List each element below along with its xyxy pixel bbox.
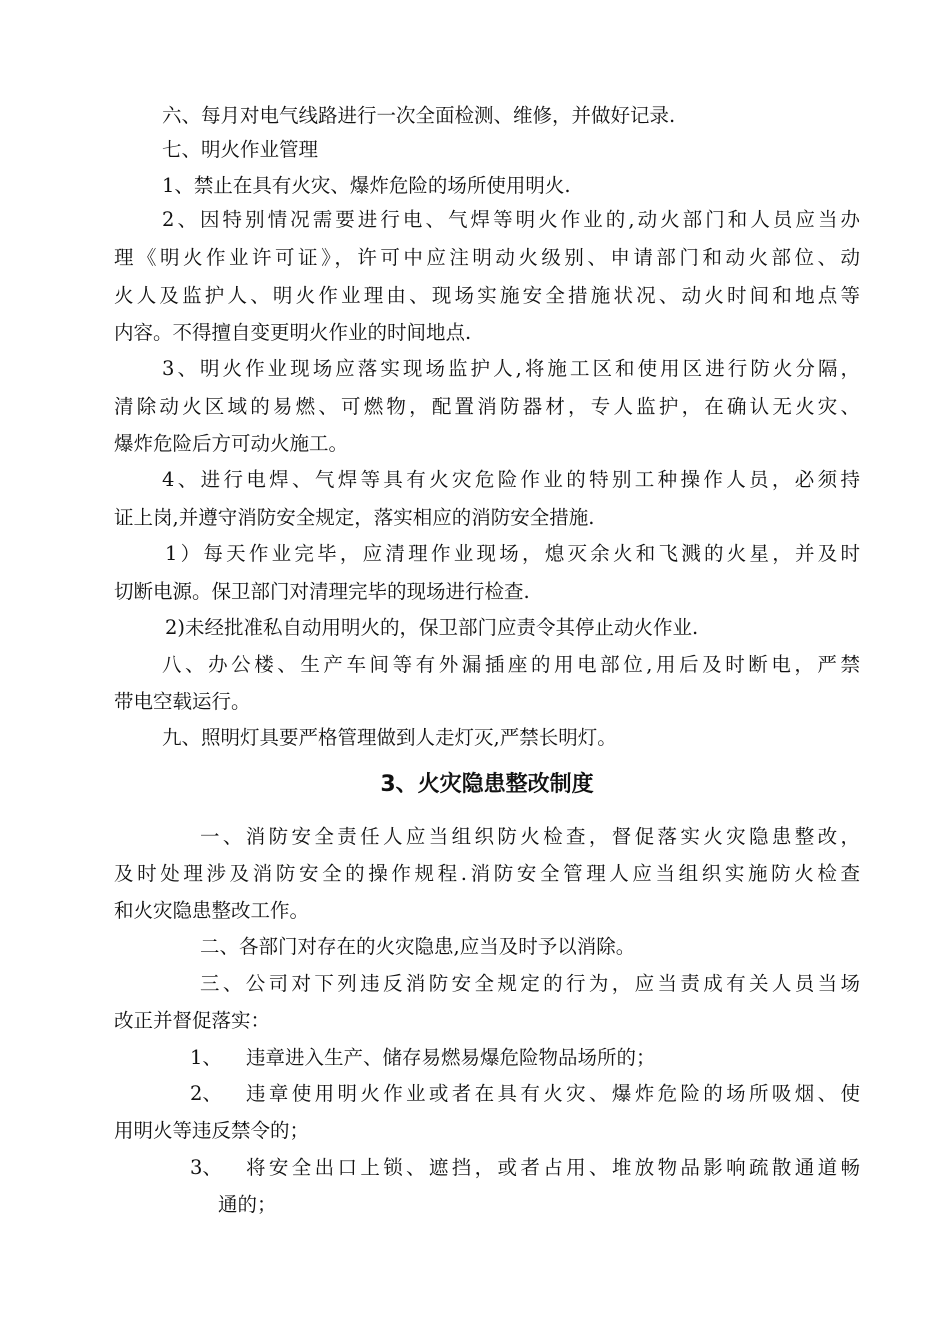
paragraph-line: 带电空载运行。 xyxy=(114,690,251,713)
paragraph-line: 2)未经批准私自动用明火的，保卫部门应责令其停止动火作业. xyxy=(165,616,699,639)
section-paragraph-line: 和火灾隐患整改工作。 xyxy=(114,899,310,922)
paragraph-line: 六、每月对电气线路进行一次全面检测、维修，并做好记录. xyxy=(162,104,676,127)
paragraph-line: 九、照明灯具要严格管理做到人走灯灭,严禁长明灯。 xyxy=(162,726,617,749)
list-item-line: 将安全出口上锁、遮挡，或者占用、堆放物品影响疏散通道畅 xyxy=(246,1156,860,1179)
list-item-line: 违章使用明火作业或者在具有火灾、爆炸危险的场所吸烟、使 xyxy=(246,1082,860,1105)
list-item-number: 3、 xyxy=(190,1156,222,1179)
paragraph-line: 内容。不得擅自变更明火作业的时间地点. xyxy=(114,321,472,344)
section-paragraph-line: 及时处理涉及消防安全的操作规程.消防安全管理人应当组织实施防火检查 xyxy=(114,862,860,885)
paragraph-line: 2、因特别情况需要进行电、气焊等明火作业的,动火部门和人员应当办 xyxy=(162,208,860,231)
paragraph-line: 1）每天作业完毕，应清理作业现场，熄灭余火和飞溅的火星，并及时 xyxy=(165,542,860,565)
paragraph-line: 七、明火作业管理 xyxy=(162,138,319,161)
paragraph-line: 1、禁止在具有火灾、爆炸危险的场所使用明火. xyxy=(162,174,571,197)
paragraph-line: 理《明火作业许可证》，许可中应注明动火级别、申请部门和动火部位、动 xyxy=(114,246,860,269)
paragraph-line: 清除动火区域的易燃、可燃物，配置消防器材，专人监护，在确认无火灾、 xyxy=(114,395,860,418)
list-item-number: 1、 xyxy=(190,1046,222,1069)
paragraph-line: 4、进行电焊、气焊等具有火灾危险作业的特别工种操作人员，必须持 xyxy=(162,468,860,491)
paragraph-line: 证上岗,并遵守消防安全规定，落实相应的消防安全措施. xyxy=(114,506,595,529)
list-item-line: 通的； xyxy=(218,1193,277,1216)
list-item-line: 违章进入生产、储存易燃易爆危险物品场所的； xyxy=(246,1046,656,1069)
section-title: 3、火灾隐患整改制度 xyxy=(380,772,594,797)
paragraph-line: 切断电源。保卫部门对清理完毕的现场进行检查. xyxy=(114,580,530,603)
section-paragraph-line: 三、公司对下列违反消防安全规定的行为，应当责成有关人员当场 xyxy=(200,972,860,995)
section-paragraph-line: 一、消防安全责任人应当组织防火检查，督促落实火灾隐患整改， xyxy=(200,825,860,848)
list-item-number: 2、 xyxy=(190,1082,222,1105)
paragraph-line: 3、明火作业现场应落实现场监护人,将施工区和使用区进行防火分隔， xyxy=(162,357,860,380)
paragraph-line: 八、办公楼、生产车间等有外漏插座的用电部位,用后及时断电，严禁 xyxy=(162,653,860,676)
section-paragraph-line: 二、各部门对存在的火灾隐患,应当及时予以消除。 xyxy=(200,935,636,958)
paragraph-line: 爆炸危险后方可动火施工。 xyxy=(114,432,349,455)
section-paragraph-line: 改正并督促落实： xyxy=(114,1009,271,1032)
list-item-line: 用明火等违反禁令的； xyxy=(114,1119,310,1142)
paragraph-line: 火人及监护人、明火作业理由、现场实施安全措施状况、动火时间和地点等 xyxy=(114,284,860,307)
